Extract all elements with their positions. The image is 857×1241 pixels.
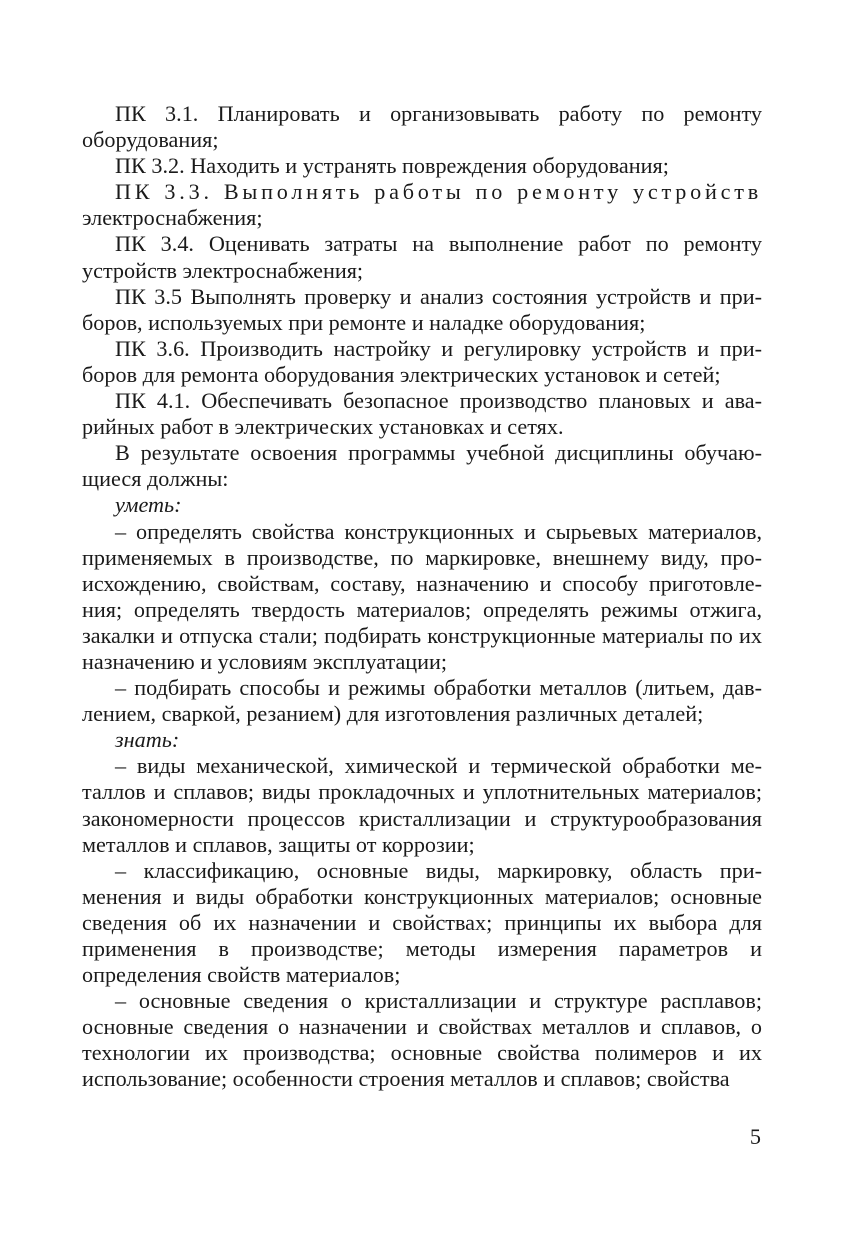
paragraph-result: В результате освоения программы учебной дисциплины обучающиеся должны:: [82, 440, 762, 492]
paragraph-pk-3-3-text: ПК 3.3. Выполнять работы по ремонту устройств: [115, 179, 762, 205]
znat-item-2: – классификацию, основные виды, маркировку, область применения и виды обработки конструкционных материалов; основные сведения об их назначении и свойствах; принципы их выбора для применения в производстве; методы измерения параметров и определения свойств материалов;: [82, 857, 762, 988]
znat-item-3: – основные сведения о кристаллизации и структуре расплавов; основные сведения о назначении и свойствах металлов и сплавов, о технологии их производства; основные свойства полимеров и их использование; особенности строения металлов и сплавов; свойства: [82, 988, 762, 1092]
paragraph-pk-3-6: ПК 3.6. Производить настройку и регулировку устройств и приборов для ремонта оборудования электрических установок и сетей;: [82, 335, 762, 387]
paragraph-pk-3-2: ПК 3.2. Находить и устранять повреждения оборудования;: [115, 153, 669, 179]
paragraph-pk-3-5: ПК 3.5 Выполнять проверку и анализ состояния устройств и приборов, используемых при ремонте и наладке оборудования;: [82, 283, 762, 335]
znat-item-1: – виды механической, химической и термической обработки металлов и сплавов; виды прокладочных и уплотнительных материалов; закономерности процессов кристаллизации и структурообразования металлов и сплавов, защиты от коррозии;: [82, 753, 762, 857]
umet-label-colon: :: [174, 492, 182, 518]
znat-label-text: знать: [115, 727, 172, 753]
section-label-umet: [82, 492, 762, 518]
paragraph-pk-3-4: ПК 3.4. Оценивать затраты на выполнение работ по ремонту устройств электроснабжения;: [82, 231, 762, 283]
document-page: [82, 101, 762, 1093]
umet-label-text: уметь: [115, 492, 175, 518]
section-label-znat: [82, 727, 762, 753]
page-number: 5: [749, 1124, 761, 1149]
paragraph-pk-3-3: [82, 179, 762, 231]
paragraph-pk-3-1: ПК 3.1. Планировать и организовывать работу по ремонту оборудования;: [82, 101, 762, 153]
znat-label-colon: :: [171, 727, 180, 753]
umet-item-2: – подбирать способы и режимы обработки металлов (литьем, давлением, сваркой, резанием) для изготовления различных деталей;: [82, 675, 762, 727]
umet-item-1: – определять свойства конструкционных и сырьевых материалов, применяемых в производстве, по маркировке, внешнему виду, происхождению, свойствам, составу, назначению и способу приготовления; определять твердость материалов; определять режимы отжига, закалки и отпуска стали; подбирать конструкционные материалы по их назначению и условиям эксплуатации;: [82, 518, 762, 674]
paragraph-pk-3-3-tail: электроснабжения;: [82, 205, 263, 231]
paragraph-pk-4-1: ПК 4.1. Обеспечивать безопасное производство плановых и аварийных работ в электрических установках и сетях.: [82, 388, 762, 440]
